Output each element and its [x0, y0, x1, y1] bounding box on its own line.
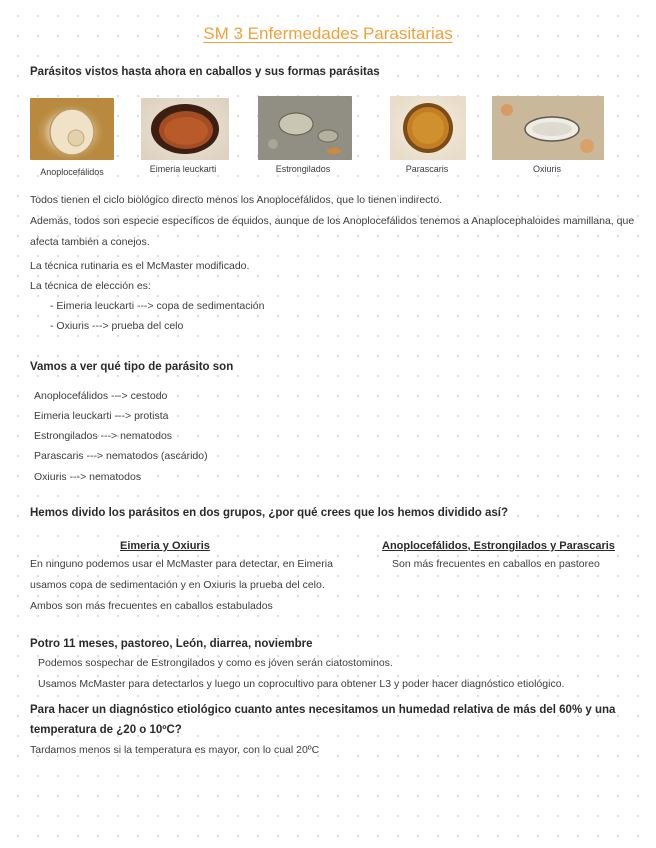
group-left-heading: Eimeria y Oxiuris [120, 540, 210, 552]
anoplocefalidos-egg-image [30, 98, 114, 160]
oxiuris-egg-image [492, 96, 604, 160]
page-title: SM 3 Enfermedades Parasitarias [203, 24, 453, 43]
group-right-line: Son más frecuentes en caballos en pastoreo [392, 558, 600, 570]
estrongilados-egg-image [258, 96, 352, 160]
estrongilados-egg-drawing [258, 96, 352, 160]
eimeria-egg-drawing [141, 98, 229, 160]
text-line: La técnica rutinaria es el McMaster modificado. [30, 260, 250, 272]
section-heading-diagnosis-line1: Para hacer un diagnóstico etiológico cuanto antes necesitamos un humedad relativa de más del 60% y una [30, 704, 616, 716]
parascaris-egg-drawing [390, 96, 466, 160]
section-heading-groups: Hemos divido los parásitos en dos grupos, ¿por qué crees que los hemos dividido así? [30, 507, 508, 519]
caption-anoplocefalidos: Anoplocefálidos [40, 167, 104, 177]
group-right-heading: Anoplocefálidos, Estrongilados y Parascaris [382, 540, 615, 552]
caption-eimeria: Eimeria leuckarti [149, 164, 217, 174]
diagnosis-text: Tardamos menos si la temperatura es mayor, con lo cual 20ºC [30, 744, 320, 756]
group-left-line: En ninguno podemos usar el McMaster para detectar, en Eimeria [30, 558, 333, 570]
type-item: Parascaris ---> nematodos (ascárido) [34, 450, 208, 462]
text-line: - Eimeria leuckarti ---> copa de sedimentación [50, 300, 265, 312]
section-heading-parasites: Parásitos vistos hasta ahora en caballos y sus formas parásitas [30, 66, 380, 78]
group-left-line: usamos copa de sedimentación y en Oxiuris la prueba del celo. [30, 579, 325, 591]
text-line: Además, todos son especie específicos de équidos, aunque de los Anoplocefálidos tenemos a Anaplocephaloides mamillana, que [30, 215, 635, 227]
section-heading-case: Potro 11 meses, pastoreo, León, diarrea, noviembre [30, 638, 313, 650]
section-heading-types: Vamos a ver qué tipo de parásito son [30, 361, 234, 373]
caption-parascaris: Parascaris [405, 164, 449, 174]
caption-oxiuris: Oxiuris [532, 164, 561, 174]
type-item: Eimeria leuckarti ---> protista [34, 410, 169, 422]
text-line: afecta también a conejos. [30, 236, 150, 248]
text-line: - Oxiuris ---> prueba del celo [50, 320, 184, 332]
anoplocefalidos-egg-drawing [30, 98, 114, 160]
type-item: Oxiuris ---> nematodos [34, 471, 142, 483]
group-left-line: Ambos son más frecuentes en caballos estabulados [30, 600, 273, 612]
case-line: Usamos McMaster para detectarlos y luego un coprocultivo para obtener L3 y poder hacer diagnóstico etiológico. [38, 678, 565, 690]
type-item: Anoplocefálidos ---> cestodo [34, 390, 168, 402]
parascaris-egg-image [390, 96, 466, 160]
case-line: Podemos sospechar de Estrongilados y como es jóven serán ciatostominos. [38, 657, 393, 669]
text-line: La técnica de elección es: [30, 280, 151, 292]
type-item: Estrongilados ---> nematodos [34, 430, 173, 442]
caption-estrongilados: Estrongilados [275, 164, 331, 174]
oxiuris-egg-drawing [492, 96, 604, 160]
section-heading-diagnosis-line2: temperatura de ¿20 o 10ºC? [30, 724, 182, 736]
text-line: Todos tienen el ciclo biológico directo menos los Anoplocefálidos, que lo tienen indirecto. [30, 194, 443, 206]
eimeria-egg-image [141, 98, 229, 160]
